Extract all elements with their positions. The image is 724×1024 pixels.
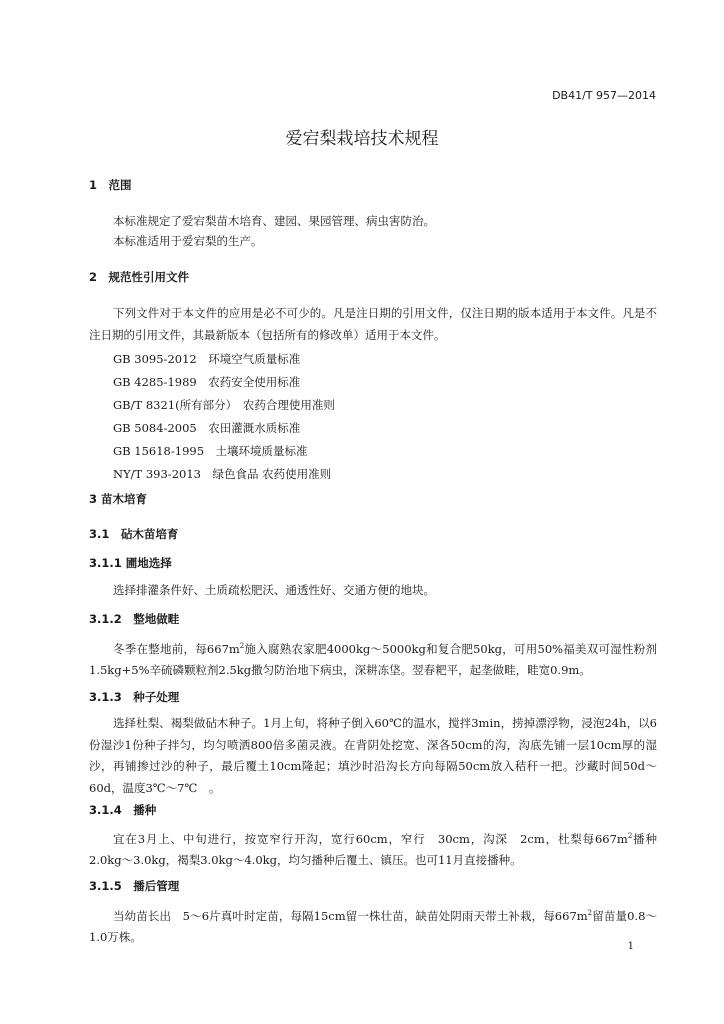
section-2-heading: 2 规范性引用文件 bbox=[89, 270, 190, 284]
section-3-1-heading: 3.1 砧木苗培育 bbox=[89, 527, 179, 541]
section-3-1-4-paragraph bbox=[89, 826, 657, 872]
section-1-heading: 1 范围 bbox=[89, 178, 132, 192]
superscript: 2 bbox=[627, 832, 633, 840]
reference-item: GB/T 8321(所有部分） 农药合理使用准则 bbox=[113, 398, 335, 412]
section-3-1-1-paragraph: 选择排灌条件好、土质疏松肥沃、通透性好、交通方便的地块。 bbox=[113, 583, 435, 597]
para-text: 留苗量0.8～1.0万株。 bbox=[89, 908, 657, 945]
superscript: 2 bbox=[587, 909, 593, 917]
section-3-1-5-paragraph bbox=[89, 903, 657, 949]
page-number: 1 bbox=[627, 941, 634, 952]
reference-item: GB 3095-2012 环境空气质量标准 bbox=[113, 352, 301, 366]
document-title: 爱宕梨栽培技术规程 bbox=[285, 129, 439, 149]
section-3-1-1-heading: 3.1.1 圃地选择 bbox=[89, 556, 172, 570]
reference-item: GB 4285-1989 农药安全使用标准 bbox=[113, 375, 301, 389]
para-text: 播种2.0kg～3.0kg，褐梨3.0kg～4.0kg，均匀播种后覆土、镇压。也可11月直接播种。 bbox=[89, 831, 658, 868]
standard-number: DB41/T 957—2014 bbox=[552, 89, 656, 102]
section-3-1-3-heading: 3.1.3 种子处理 bbox=[89, 690, 180, 704]
section-3-heading: 3 苗木培育 bbox=[89, 492, 148, 506]
section-1-line-2: 本标准适用于爱宕梨的生产。 bbox=[113, 234, 263, 248]
para-text: 冬季在整地前，每667m bbox=[113, 641, 240, 656]
section-3-1-4-heading: 3.1.4 播种 bbox=[89, 803, 157, 817]
section-3-1-2-paragraph bbox=[89, 636, 657, 682]
section-3-1-5-heading: 3.1.5 播后管理 bbox=[89, 879, 180, 893]
section-3-1-3-paragraph: 选择杜梨、褐梨做砧木种子。1月上旬，将种子倒入60℃的温水，搅拌3min，捞掉漂浮物，浸泡24h，以6份湿沙1份种子拌匀，均匀喷洒800倍多菌灵液。在背阴处挖宽、深各50cm的沟，沟底先铺一层10cm厚的湿沙，再铺掺过沙的种子，最后覆土10cm隆起；填沙时沿沟长方向每隔50cm放入秸秆一把。沙藏时间50d～60d，温度3℃～7℃ 。 bbox=[89, 716, 657, 795]
reference-item: GB 15618-1995 土壤环境质量标准 bbox=[113, 444, 308, 458]
section-2-paragraph: 下列文件对于本文件的应用是必不可少的。凡是注日期的引用文件，仅注日期的版本适用于本文件。凡是不注日期的引用文件，其最新版本（包括所有的修改单）适用于本文件。 bbox=[89, 306, 657, 342]
para-text: 宜在3月上、中旬进行，按宽窄行开沟，宽行60cm，窄行 30cm，沟深 2cm，杜梨每667m bbox=[113, 831, 628, 846]
superscript: 2 bbox=[239, 642, 245, 650]
reference-item: GB 5084-2005 农田灌溉水质标准 bbox=[113, 421, 301, 435]
section-1-line-1: 本标准规定了爱宕梨苗木培育、建园、果园管理、病虫害防治。 bbox=[113, 214, 435, 228]
para-text: 当幼苗长出 5～6片真叶时定苗，每隔15cm留一株壮苗，缺苗处阴雨天带土补栽，每667m bbox=[113, 908, 588, 923]
para-text: 施入腐熟农家肥4000kg～5000kg和复合肥50kg，可用50%福美双可湿性粉剂1.5kg+5%辛硫磷颗粒剂2.5kg撒匀防治地下病虫，深耕冻垡。翌春耙平，起垄做畦，畦宽0.9m。 bbox=[89, 641, 658, 678]
section-3-1-2-heading: 3.1.2 整地做畦 bbox=[89, 612, 180, 626]
reference-item: NY/T 393-2013 绿色食品 农药使用准则 bbox=[113, 467, 332, 481]
